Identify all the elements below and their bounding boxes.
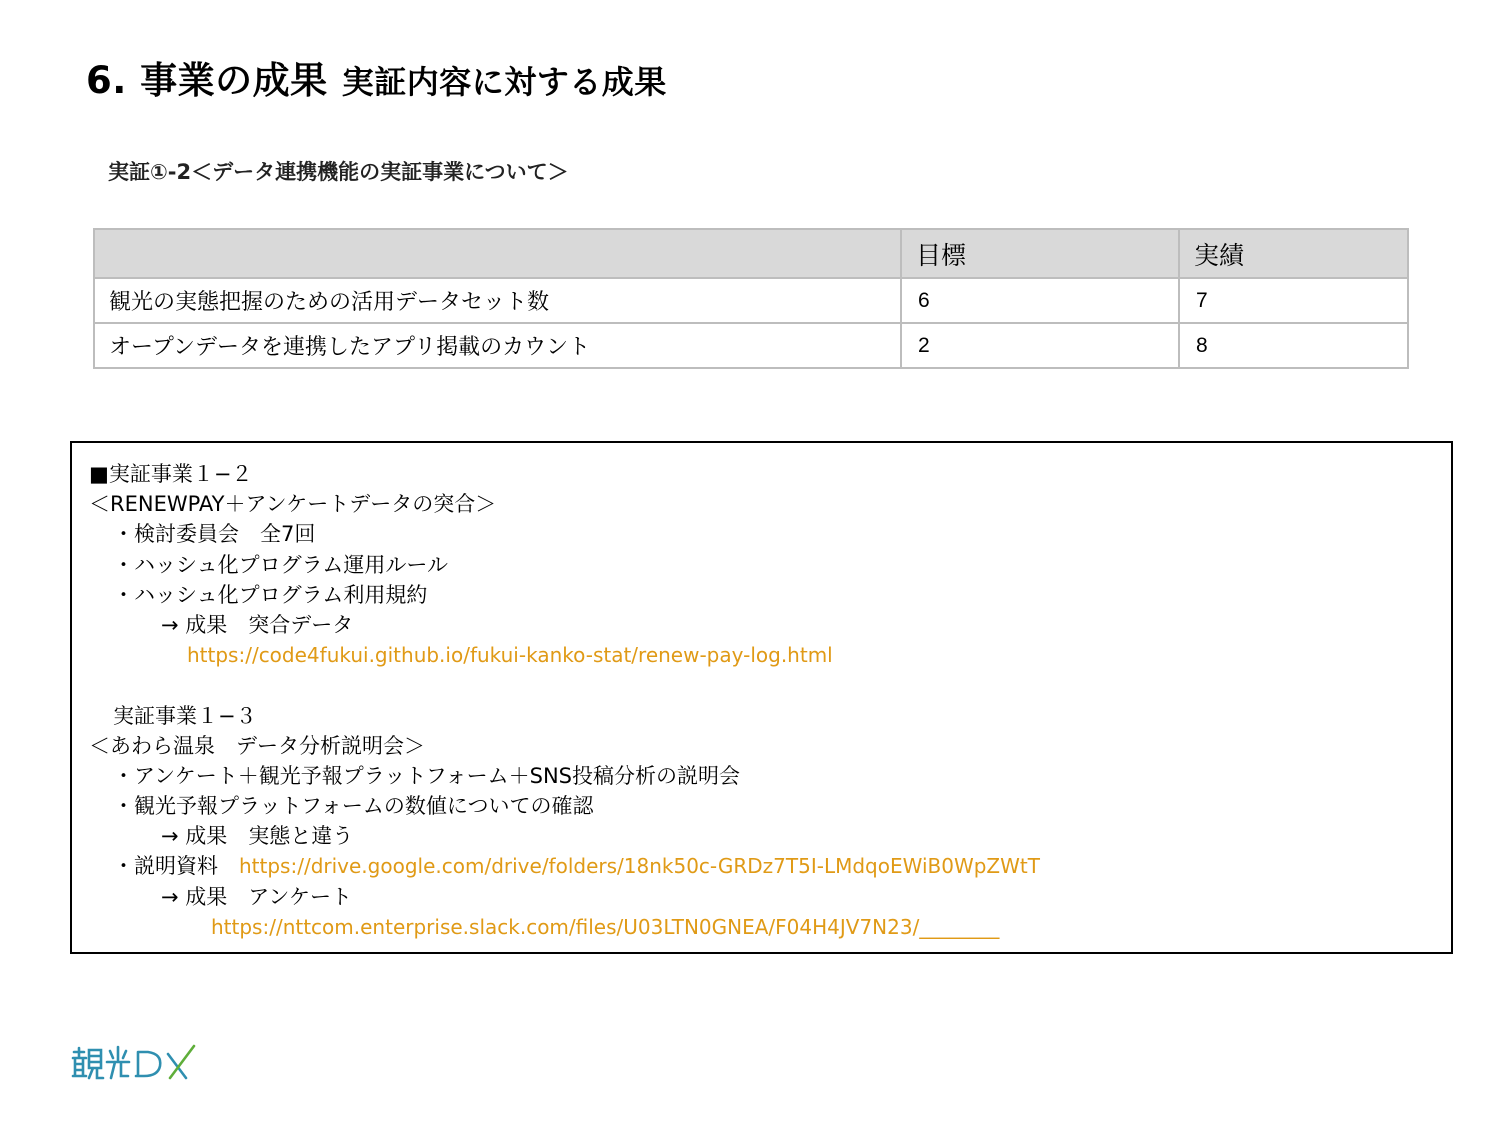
notes-heading-1-3: 実証事業１−３ — [113, 703, 257, 728]
logo-text: 観光DX — [70, 1042, 74, 1043]
notes-result: → 成果 アンケート — [161, 884, 353, 909]
notes-result: → 成果 突合データ — [161, 612, 354, 637]
notes-topic-renewpay: ＜RENEWPAY＋アンケートデータの突合＞ — [89, 492, 497, 517]
row-target: 6 — [901, 278, 1179, 323]
page-title-main: 6. 事業の成果 — [86, 59, 328, 102]
header-label — [94, 229, 901, 278]
table-row — [94, 323, 1408, 368]
row-actual: 8 — [1179, 323, 1408, 368]
page-title — [86, 50, 667, 104]
notes-item: ・ハッシュ化プログラム運用ルール — [113, 552, 448, 577]
notes-item: ・ハッシュ化プログラム利用規約 — [113, 582, 428, 607]
kanko-dx-logo — [70, 1042, 200, 1086]
notes-topic-awara: ＜あわら温泉 データ分析説明会＞ — [89, 733, 425, 758]
notes-box — [70, 441, 1453, 954]
metrics-table — [93, 228, 1409, 369]
notes-heading-1-2: ■実証事業１−２ — [89, 462, 253, 486]
row-label: 観光の実態把握のための活用データセット数 — [94, 278, 901, 323]
table-row — [94, 278, 1408, 323]
table-header-row — [94, 229, 1408, 278]
notes-result: → 成果 実態と違う — [161, 824, 354, 849]
row-label: オープンデータを連携したアプリ掲載のカウント — [94, 323, 901, 368]
row-actual: 7 — [1179, 278, 1408, 323]
header-actual: 実績 — [1179, 229, 1408, 278]
notes-item-materials — [89, 851, 1451, 881]
header-target: 目標 — [901, 229, 1179, 278]
drive-folder-link[interactable]: https://drive.google.com/drive/folders/18nk50c-GRDz7T5I-LMdqoEWiB0WpZWtT — [239, 854, 1040, 879]
materials-label: ・説明資料 — [113, 854, 239, 879]
row-target: 2 — [901, 323, 1179, 368]
notes-item: ・検討委員会 全7回 — [113, 522, 316, 547]
notes-item: ・観光予報プラットフォームの数値についての確認 — [113, 794, 594, 819]
page-title-sub: 実証内容に対する成果 — [341, 63, 667, 101]
slack-file-link[interactable]: https://nttcom.enterprise.slack.com/files/U03LTN0GNEA/F04H4JV7N23/________ — [211, 914, 1000, 939]
section-subtitle: 実証①-2＜データ連携機能の実証事業について＞ — [108, 160, 569, 184]
notes-item: ・アンケート＋観光予報プラットフォーム＋SNS投稿分析の説明会 — [113, 763, 741, 788]
renew-pay-log-link[interactable]: https://code4fukui.github.io/fukui-kanko-stat/renew-pay-log.html — [187, 643, 833, 668]
